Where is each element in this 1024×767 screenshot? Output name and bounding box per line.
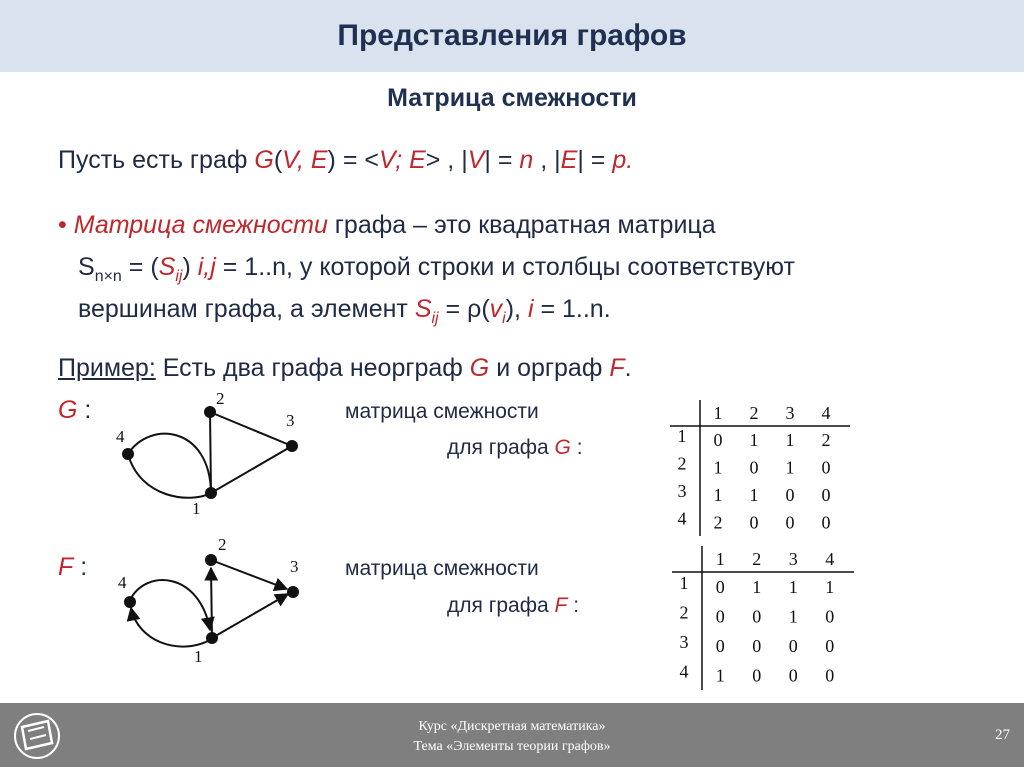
edge-2-3 — [210, 412, 292, 446]
graph-f-diagram — [100, 530, 320, 670]
term-adjacency-matrix: Матрица смежности — [73, 211, 328, 239]
math-G: G — [469, 354, 490, 382]
text-segment: = 1..n. — [533, 295, 611, 323]
text-segment: = 1..n, у которой строки и столбцы соответствуют — [215, 253, 795, 281]
vertex-label: 2 — [216, 389, 225, 408]
matrix-g-col-header: 1 — [713, 403, 723, 423]
math-subscript-ij: ij — [175, 268, 183, 285]
matrix-f-caption-1: матрица смежности — [345, 557, 539, 580]
matrix-g-col-header: 2 — [749, 403, 759, 423]
vertex-1 — [206, 632, 218, 644]
math-p: p. — [612, 146, 634, 174]
arc-4-1 — [130, 580, 210, 630]
matrix-f-col-header: 3 — [788, 549, 798, 569]
matrix-f-row-header: 1 — [679, 572, 689, 593]
math-subscript-i: i — [502, 310, 506, 327]
bullet-mark: • — [58, 211, 67, 239]
text-segment: графа – это квадратная матрица — [327, 211, 716, 239]
text-segment: : — [77, 396, 92, 424]
vertex-4 — [122, 448, 134, 460]
math-G: G — [254, 146, 274, 174]
text-segment: для графа — [447, 436, 555, 459]
matrix-g-cell: 0 — [749, 457, 759, 478]
edge-1-4-upper — [128, 434, 211, 493]
math-S: S — [78, 253, 95, 281]
page-number: 27 — [995, 727, 1010, 743]
vertex-2 — [204, 406, 216, 418]
matrix-f-row-header: 3 — [679, 631, 689, 652]
arc-1-3 — [212, 594, 288, 638]
matrix-g-cell: 0 — [749, 512, 759, 533]
text-segment: , | — [533, 146, 561, 174]
graph-g-label — [58, 396, 91, 425]
text-segment: | = — [484, 146, 520, 174]
matrix-f-cell: 0 — [715, 635, 725, 656]
math-F: F — [609, 354, 625, 382]
matrix-f-cell: 0 — [825, 606, 835, 627]
matrix-g-caption-2 — [447, 436, 583, 460]
matrix-g-cell: 1 — [749, 484, 759, 505]
matrix-f-cell: 0 — [752, 606, 762, 627]
matrix-g-row-header: 4 — [677, 508, 687, 529]
matrix-f-caption-2 — [447, 594, 579, 618]
matrix-g-cell: 0 — [785, 484, 795, 505]
matrix-g-cell: 1 — [749, 429, 759, 450]
math-G: G — [554, 436, 571, 459]
matrix-g-caption-1: матрица смежности — [345, 400, 539, 423]
matrix-g-cell: 0 — [785, 512, 795, 533]
matrix-g-cell: 1 — [713, 457, 723, 478]
matrix-g-cell: 0 — [713, 429, 723, 450]
arc-1-4 — [131, 608, 210, 647]
math-F: F — [554, 594, 568, 617]
matrix-g-cell: 2 — [713, 512, 723, 533]
slide-footer — [0, 703, 1024, 767]
matrix-f-cell: 0 — [715, 606, 725, 627]
math-VE: V, E — [282, 146, 328, 174]
matrix-g-cell: 1 — [785, 457, 795, 478]
matrix-g-cell: 2 — [821, 429, 831, 450]
matrix-f-col-header: 2 — [752, 549, 762, 569]
matrix-f-cell: 0 — [788, 665, 798, 686]
matrix-f-cell: 1 — [752, 576, 762, 597]
slide-title: Представления графов — [337, 19, 687, 52]
vertex-label: 2 — [218, 535, 227, 554]
text-segment: вершинам графа, а элемент — [78, 295, 415, 323]
math-ij: i,j — [197, 253, 216, 281]
vertex-3 — [287, 586, 299, 598]
matrix-f-cell: 1 — [788, 606, 798, 627]
vertex-2 — [205, 554, 217, 566]
text-segment: | = — [577, 146, 613, 174]
vertex-label: 1 — [192, 499, 201, 518]
text-segment: и орграф — [489, 354, 610, 382]
math-n: n — [519, 146, 534, 174]
matrix-g-cell: 0 — [821, 457, 831, 478]
text-segment: ) — [182, 253, 198, 281]
matrix-f-cell: 0 — [825, 665, 835, 686]
text-segment: для графа — [447, 594, 555, 617]
matrix-g-col-header: 4 — [821, 403, 831, 423]
text-segment: = ρ( — [438, 295, 490, 323]
text-segment: . — [624, 354, 632, 382]
math-E: E — [560, 146, 578, 174]
edge-1-3 — [211, 446, 292, 493]
text-segment: > , | — [425, 146, 468, 174]
arc-2-3 — [211, 560, 287, 589]
adjacency-matrix-g — [670, 398, 850, 536]
bullet-line-2 — [78, 253, 795, 286]
matrix-g-cell: 1 — [713, 484, 723, 505]
bullet-line-1 — [58, 211, 716, 240]
text-segment: = ( — [121, 253, 159, 281]
graph-definition-line — [58, 146, 633, 175]
footer-course: Курс «Дискретная математика» — [418, 719, 606, 734]
math-V: V — [467, 146, 485, 174]
matrix-g-cell: 1 — [785, 429, 795, 450]
math-subscript-ij: ij — [431, 310, 439, 327]
text-segment: : — [73, 553, 88, 581]
slide-header — [0, 0, 1024, 72]
math-subscript-nn: n×n — [94, 268, 122, 285]
math-F: F — [58, 553, 74, 581]
graph-g-diagram — [100, 380, 320, 520]
matrix-f-cell: 0 — [715, 576, 725, 597]
matrix-f-col-header: 1 — [715, 549, 725, 569]
matrix-g-col-header: 3 — [785, 403, 795, 423]
vertex-label: 4 — [118, 573, 127, 592]
text-segment: : — [570, 436, 583, 459]
vertex-1 — [205, 487, 217, 499]
matrix-f-cell: 0 — [752, 635, 762, 656]
arc-1-2 — [211, 568, 212, 638]
text-segment: ( — [273, 146, 283, 174]
text-segment: ) = < — [327, 146, 379, 174]
matrix-g-row-header: 3 — [677, 480, 687, 501]
text-segment: Есть два графа неорграф — [155, 354, 470, 382]
math-S: S — [414, 295, 432, 323]
matrix-f-row-header: 2 — [679, 602, 689, 623]
vertex-4 — [124, 596, 136, 608]
example-line — [58, 354, 632, 383]
vertex-3 — [286, 440, 298, 452]
matrix-f-cell: 1 — [825, 576, 835, 597]
math-VE-tuple: V; E — [378, 146, 426, 174]
matrix-f-cell: 1 — [788, 576, 798, 597]
matrix-f-col-header: 4 — [825, 549, 835, 569]
matrix-g-row-header: 2 — [677, 453, 687, 474]
math-i: i — [527, 295, 534, 323]
bullet-line-3 — [78, 295, 611, 328]
footer-topic: Тема «Элементы теории графов» — [413, 739, 611, 754]
math-G: G — [58, 396, 78, 424]
matrix-f-row-header: 4 — [679, 661, 689, 682]
edge-1-4-lower — [128, 454, 211, 498]
matrix-g-row-header: 1 — [677, 425, 687, 446]
text-segment: ), — [505, 295, 528, 323]
vertex-label: 1 — [194, 647, 203, 666]
matrix-g-cell: 0 — [821, 512, 831, 533]
vertex-label: 3 — [286, 411, 295, 430]
example-label: Пример: — [58, 354, 156, 382]
math-S: S — [158, 253, 176, 281]
math-v: v — [489, 295, 503, 323]
matrix-f-cell: 0 — [825, 635, 835, 656]
matrix-g-cell: 0 — [821, 484, 831, 505]
matrix-f-cell: 0 — [788, 635, 798, 656]
vertex-label: 3 — [290, 557, 299, 576]
text-segment: : — [567, 594, 580, 617]
slide-subtitle: Матрица смежности — [387, 84, 637, 112]
matrix-f-cell: 1 — [715, 665, 725, 686]
adjacency-matrix-f — [672, 544, 854, 690]
text-segment: Пусть есть граф — [58, 146, 255, 174]
matrix-f-cell: 0 — [752, 665, 762, 686]
graph-f-label — [58, 553, 87, 582]
vertex-label: 4 — [116, 427, 125, 446]
